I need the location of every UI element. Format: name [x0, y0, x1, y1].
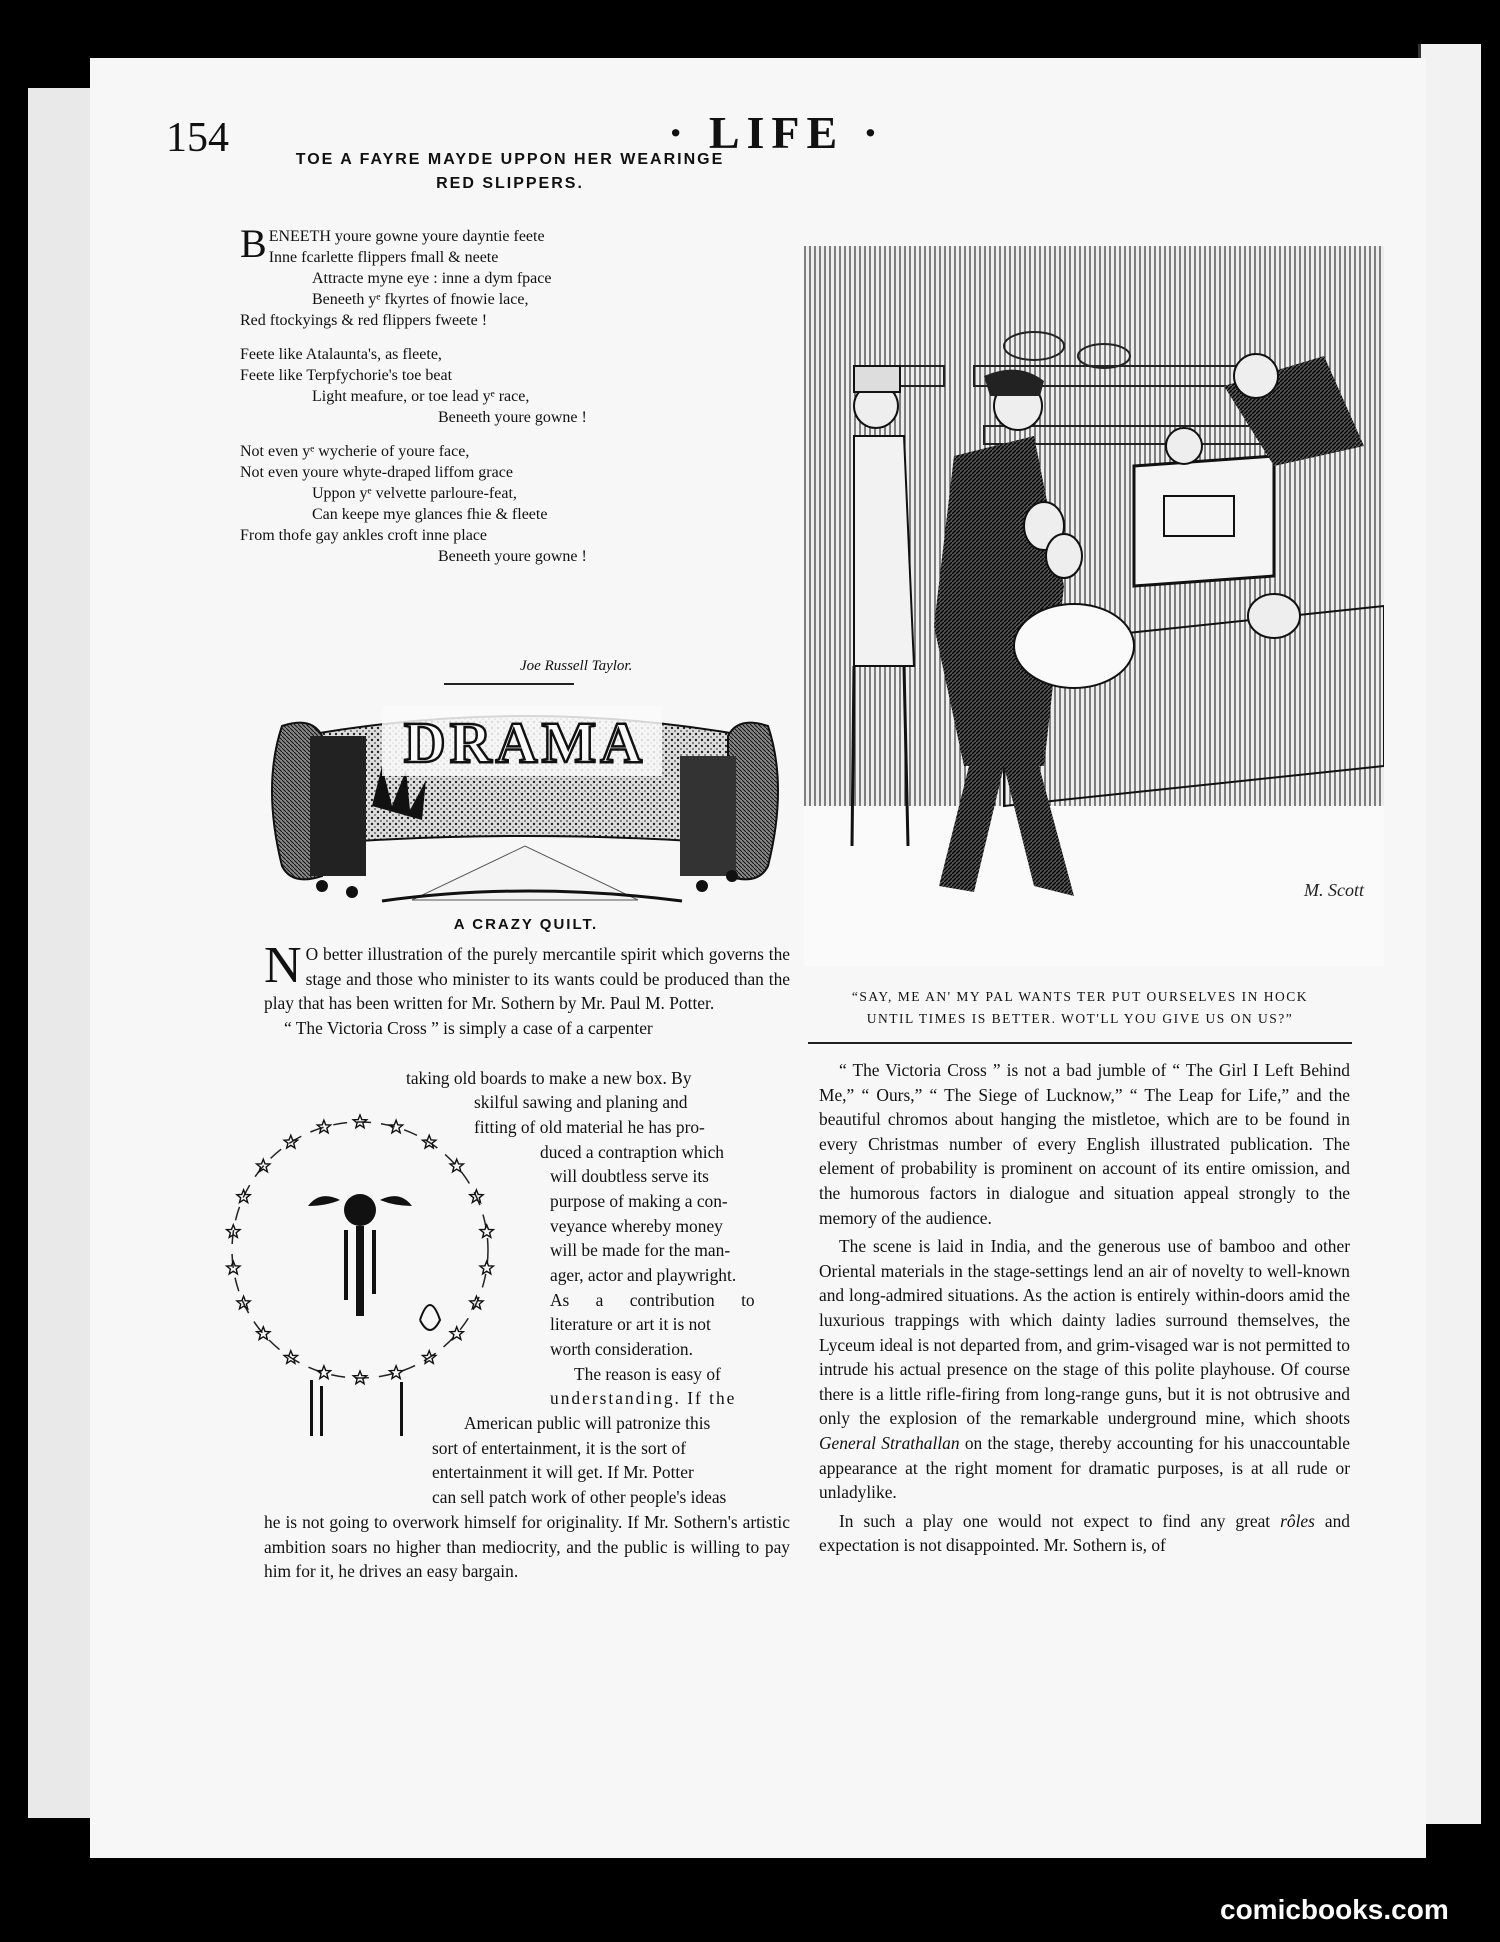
flow-line: will doubtless serve its [550, 1166, 709, 1186]
flow-line: entertainment it will get. If Mr. Potter [432, 1462, 694, 1482]
caption-line-2: UNTIL TIMES IS BETTER. WOT'LL YOU GIVE US ON US?” [866, 1011, 1294, 1026]
right-column-text [819, 1058, 1350, 1558]
poem-line: Not even yᵉ wycherie of youre face, [240, 443, 470, 460]
poem-line: From thofe gay ankles croft inne place [240, 527, 488, 544]
poem-line: Beneeth yᵉ fkyrtes of fnowie lace, [312, 291, 529, 308]
poem-signature: Joe Russell Taylor. [520, 658, 633, 674]
flow-line: taking old boards to make a new box. By [406, 1068, 692, 1088]
star-ornament [389, 1366, 402, 1379]
flow-line: veyance whereby money [550, 1216, 723, 1236]
poem-line: Inne fcarlette flippers fmall & neete [268, 249, 499, 266]
right-paragraph-1: “ The Victoria Cross ” is not a bad jumble of “ The Girl I Left Behind Me,” “ Ours,” “ The Siege of Lucknow,” “ The Leap for Life,” and the beautiful chromos about hanging the mistletoe, which are to be found in every Christmas number of every English illustrated publication. The element of probability is prominent on account of its entire omission, and the humorous factors in dialogue and situation appeal strongly to the memory of the audience. [819, 1060, 1350, 1228]
flow-line: duced a contraption which [540, 1142, 724, 1162]
cartoon-artist-signature: M. Scott [1304, 880, 1364, 900]
flow-line: American public will patronize this [464, 1413, 711, 1433]
poem-line: BENEETH youre gowne youre dayntie feete [240, 221, 545, 266]
article-paragraph-1: N O better illustration of the purely mercantile spirit which governs the stage and those who minister to its wants could be produced than the play that has been written for Mr. Sothern by Mr. Paul M. Potter. [264, 937, 790, 1014]
star-ornament [480, 1261, 493, 1274]
poem-line: Feete like Atalaunta's, as fleete, [240, 346, 442, 363]
flow-line: sort of entertainment, it is the sort of [432, 1438, 687, 1458]
article-opening [264, 937, 790, 1040]
flow-line: purpose of making a con- [550, 1191, 728, 1211]
flow-line: skilful sawing and planing and [474, 1092, 688, 1112]
right-paragraph-2: The scene is laid in India, and the generous use of bamboo and other Oriental materials in the stage-settings lend an air of novelty to well-known and long-admired situations. As the action is entirely within-doors amid the luxurious trappings with which dainty ladies surround themselves, the Lyceum ideal is not departed from, and grim-visaged war is not permitted to intrude his actual presence on the stage of this polite playhouse. Of course there is a little rifle-firing from long-range guns, but it is not obtrusive and only the explosion of the remarkable underground mine, which shoots General Strathallan on the stage, thereby accounting for his unaccountable appearance at the right moment for dramatic purposes, is at all rude or unladylike. [819, 1236, 1350, 1503]
flow-line: fitting of old material he has pro- [474, 1117, 705, 1137]
caption-divider-rule [808, 1042, 1352, 1044]
site-watermark: comicbooks.com [1220, 1894, 1449, 1925]
poem-line: Attracte myne eye : inne a dym fpace [312, 270, 552, 287]
poem-line: Light meafure, or toe lead yᵉ race, [312, 388, 530, 405]
star-ornament [480, 1225, 493, 1238]
flow-line: ager, actor and playwright. [550, 1265, 737, 1285]
article-title: A CRAZY QUILT. [453, 916, 599, 933]
poem-line: Uppon yᵉ velvette parloure-feat, [312, 485, 517, 502]
binding-edge-right [1418, 44, 1481, 1824]
star-ornament [317, 1120, 330, 1133]
poem-line: Red ftockyings & red flippers fweete ! [240, 312, 488, 329]
poem-body [240, 221, 800, 567]
article-closing: he is not going to overwork himself for originality. If Mr. Sothern's artistic ambition soars no higher than mediocrity, and the public is willing to pay him for it, he drives an easy bargain. [264, 1512, 790, 1582]
right-paragraph-3: In such a play one would not expect to find any great rôles and expectation is not disappointed. Mr. Sothern is, of [819, 1510, 1350, 1556]
article-dropcap: N [264, 937, 302, 994]
poem-line: Beneeth youre gowne ! [438, 409, 587, 426]
star-ornament [389, 1120, 402, 1133]
flow-line: literature or art it is not [550, 1314, 711, 1334]
flow-line: understanding. If the [550, 1388, 737, 1408]
poem-dropcap: B [240, 221, 267, 266]
pawnshop-cartoon [804, 246, 1384, 966]
divider-rule [444, 683, 574, 685]
binding-edge-left [28, 88, 98, 1818]
flow-line: As a contribution to [550, 1290, 755, 1310]
drama-banner-text: DRAMA [403, 710, 647, 775]
caption-line-1: “SAY, ME AN' MY PAL WANTS TER PUT OURSELVES IN HOCK [851, 989, 1309, 1004]
flow-line: can sell patch work of other people's ideas [432, 1487, 727, 1507]
flow-line: will be made for the man- [550, 1240, 731, 1260]
masthead: · LIFE · [668, 107, 886, 158]
poem-line: Can keepe mye glances fhie & fleete [312, 506, 548, 523]
poem-title-line-2: RED SLIPPERS. [436, 175, 584, 192]
poem-title [190, 148, 830, 196]
cartoon-caption [808, 986, 1352, 1030]
page-number: 154 [166, 115, 229, 161]
flow-line: The reason is easy of [574, 1364, 721, 1384]
star-wreath-illustration [210, 1080, 510, 1450]
poem-line: Feete like Terpfychorie's toe beat [240, 367, 453, 384]
poem-line: Not even youre whyte-draped liffom grace [240, 464, 513, 481]
poem-title-line-1: TOE A FAYRE MAYDE UPPON HER WEARINGE [295, 151, 725, 168]
flow-line: worth consideration. [550, 1339, 693, 1359]
star-ornament [317, 1366, 330, 1379]
drama-banner-illustration [262, 696, 788, 908]
article-paragraph-2-first-line: “ The Victoria Cross ” is simply a case of a carpenter [284, 1017, 653, 1038]
poem-line: Beneeth youre gowne ! [438, 548, 587, 565]
